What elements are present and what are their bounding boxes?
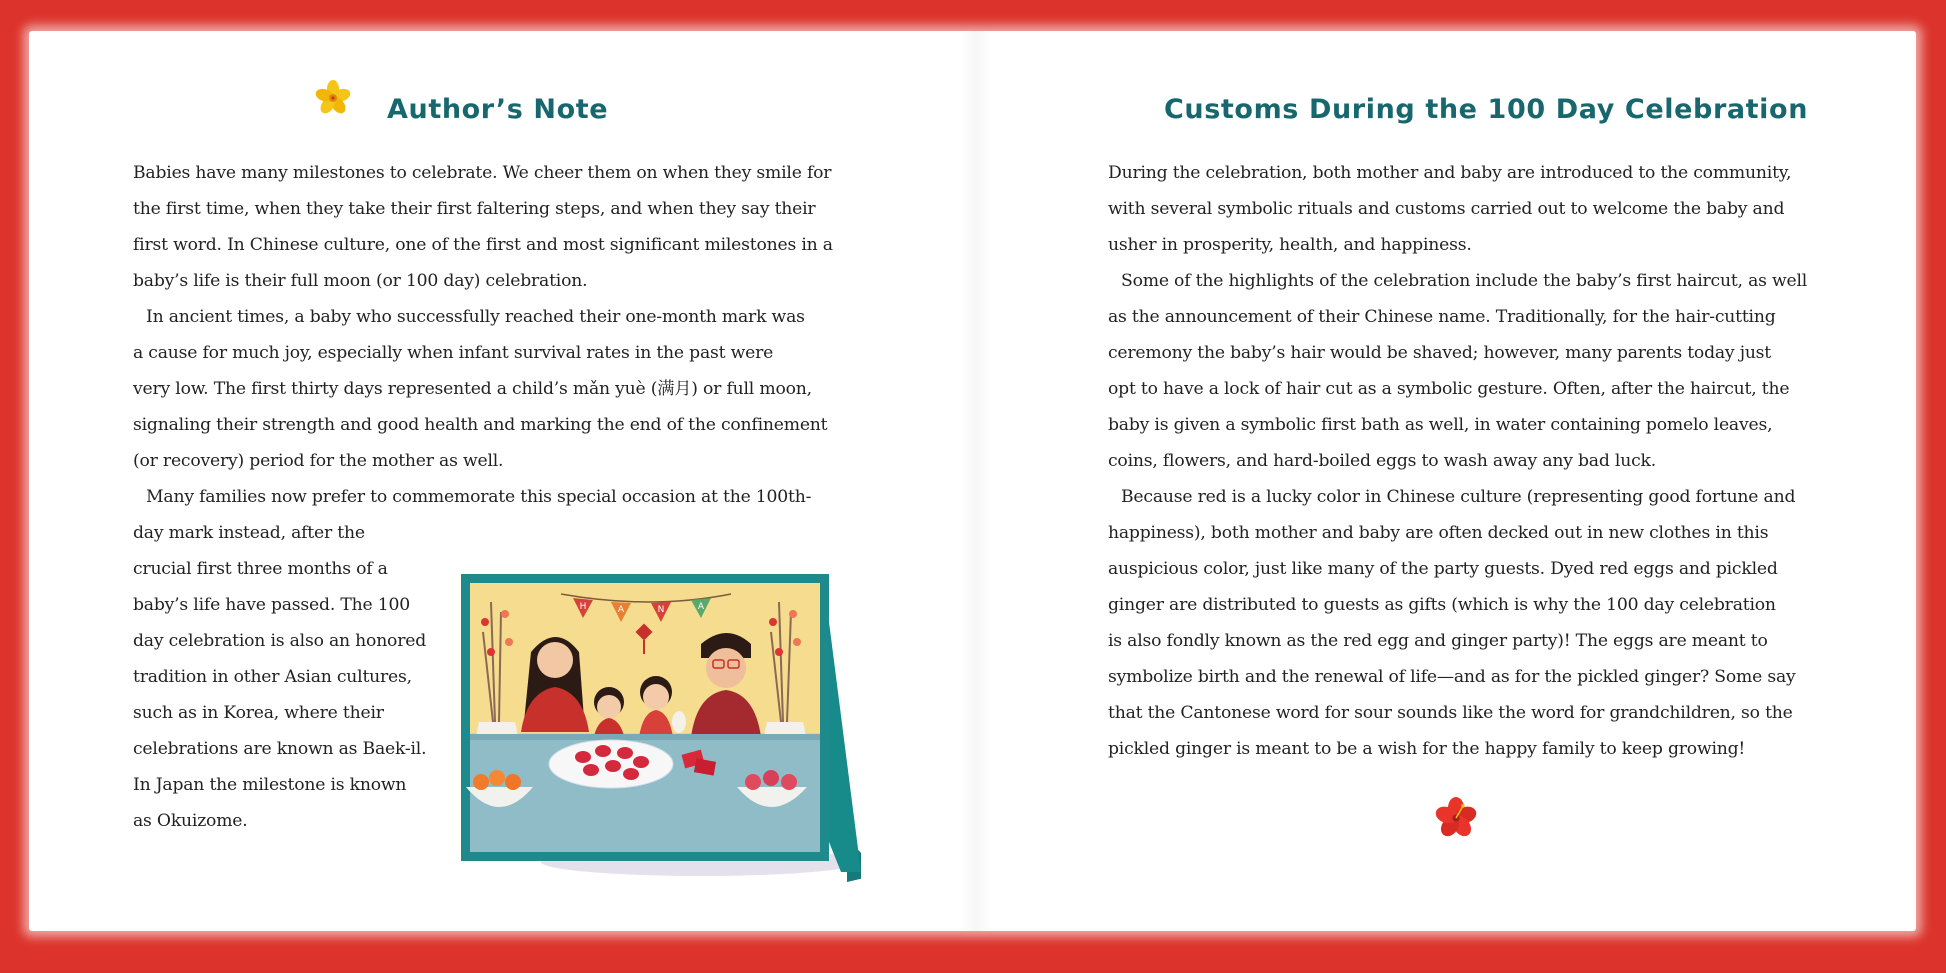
book-spread [29,31,1916,931]
text-line: baby’s life is their full moon (or 100 day) celebration. [133,271,588,291]
text-line: ceremony the baby’s hair would be shaved; however, many parents today just [1108,343,1772,363]
text-line: very low. The first thirty days represented a child’s mǎn yuè (满月) or full moon, [133,379,812,399]
text-line: In ancient times, a baby who successfully reached their one-month mark was [146,307,805,327]
page-gutter [961,31,991,931]
text-line: as the announcement of their Chinese name. Traditionally, for the hair-cutting [1108,307,1776,327]
customs-body [1108,155,1807,767]
banner-letter: H [579,602,587,612]
text-line: a cause for much joy, especially when infant survival rates in the past were [133,343,774,363]
text-line: During the celebration, both mother and baby are introduced to the community, [1108,163,1792,183]
text-line: Babies have many milestones to celebrate. We cheer them on when they smile for [133,163,832,183]
text-line: coins, flowers, and hard-boiled eggs to wash away any bad luck. [1108,451,1656,471]
text-line: Some of the highlights of the celebration include the baby’s first haircut, as well [1121,271,1808,291]
banner-letter: N [657,605,665,615]
text-line: signaling their strength and good health and marking the end of the confinement [133,415,828,435]
author-note-title: Author’s Note [387,94,609,125]
banner-letter: A [617,605,625,615]
text-line: day mark instead, after the [133,523,365,543]
text-line: Many families now prefer to commemorate this special occasion at the 100th- [146,487,812,507]
family-card-illustration [461,542,861,887]
text-line: day celebration is also an honored [133,631,426,651]
customs-title: Customs During the 100 Day Celebration [1164,94,1809,125]
text-line: baby’s life have passed. The 100 [133,595,410,615]
text-line: as Okuizome. [133,811,248,831]
text-line: (or recovery) period for the mother as well. [133,451,504,471]
text-line: tradition in other Asian cultures, [133,667,412,687]
banner-letter: A [697,602,705,612]
text-line: Because red is a lucky color in Chinese culture (representing good fortune and [1121,487,1796,507]
text-line: ginger are distributed to guests as gifts (which is why the 100 day celebration [1108,595,1776,615]
text-line: usher in prosperity, health, and happiness. [1108,235,1472,255]
text-line: the first time, when they take their first faltering steps, and when they say their [133,199,816,219]
text-line: is also fondly known as the red egg and ginger party)! The eggs are meant to [1108,631,1768,651]
text-line: auspicious color, just like many of the party guests. Dyed red eggs and pickled [1108,559,1778,579]
text-line: opt to have a lock of hair cut as a symbolic gesture. Often, after the haircut, the [1108,379,1790,399]
text-line: baby is given a symbolic first bath as well, in water containing pomelo leaves, [1108,415,1773,435]
text-line: celebrations are known as Baek-il. [133,739,427,759]
text-line: that the Cantonese word for sour sounds like the word for grandchildren, so the [1108,703,1793,723]
text-line: such as in Korea, where their [133,703,384,723]
text-line: In Japan the milestone is known [133,775,407,795]
text-line: first word. In Chinese culture, one of the first and most significant milestones in a [133,235,833,255]
yellow-flower-icon [312,77,354,119]
red-hibiscus-icon [1433,795,1479,841]
text-line: with several symbolic rituals and customs carried out to welcome the baby and [1108,199,1785,219]
text-line: pickled ginger is meant to be a wish for the happy family to keep growing! [1108,739,1746,759]
text-line: happiness), both mother and baby are often decked out in new clothes in this [1108,523,1769,543]
text-line: crucial first three months of a [133,559,388,579]
text-line: symbolize birth and the renewal of life—and as for the pickled ginger? Some say [1108,667,1796,687]
